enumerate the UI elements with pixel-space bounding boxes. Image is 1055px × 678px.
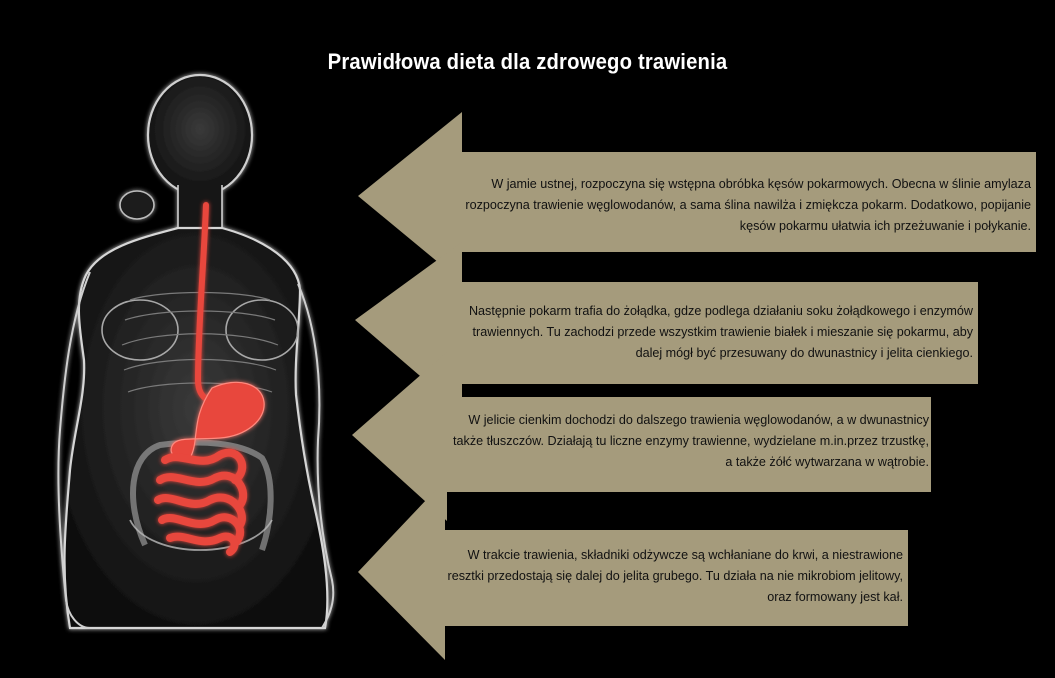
text-line: a także żółć wytwarzana w wątrobie. [725, 455, 929, 469]
text-line: dalej mógł być przesuwany do dwunastnicy i jelita cienkiego. [635, 346, 973, 360]
text-line: kęsów pokarmu ułatwia ich przeżuwanie i połykanie. [739, 219, 1031, 233]
text-line: także tłuszczów. Działają tu liczne enzymy trawienne, wydzielane m.in.przez trzustkę, [453, 434, 929, 448]
arrow-1-text [465, 174, 1031, 237]
hair-bun [120, 191, 154, 219]
page-title: Prawidłowa dieta dla zdrowego trawienia [327, 48, 728, 74]
text-line: oraz formowany jest kał. [767, 590, 903, 604]
text-line: resztki przedostają się dalej do jelita grubego. Tu działa na nie mikrobiom jelitowy, [447, 569, 903, 583]
arrow-3-text [453, 410, 929, 473]
text-line: Następnie pokarm trafia do żołądka, gdze podlega działaniu soku żołądkowego i enzymów [468, 304, 973, 318]
torso [65, 228, 328, 628]
text-line: W jelicie cienkim dochodzi do dalszego trawienia węglowodanów, a w dwunastnicy [468, 413, 929, 427]
neck [178, 185, 222, 228]
text-line: W jamie ustnej, rozpoczyna się wstępna obróbka kęsów pokarmowych. Obecna w ślinie amylaza [491, 177, 1031, 191]
text-line: W trakcie trawienia, składniki odżywcze są wchłaniane do krwi, a niestrawione [467, 548, 903, 562]
arrow-2-text [469, 301, 973, 364]
head [148, 75, 252, 195]
text-line: trawiennych. Tu zachodzi przede wszystkim trawienie białek i mieszanie się pokarmu, aby [472, 325, 973, 339]
arrow-4-text [448, 545, 903, 608]
text-line: rozpoczyna trawienie węglowodanów, a sama ślina nawilża i zmiękcza pokarm. Dodatkowo, popijanie [465, 198, 1031, 212]
